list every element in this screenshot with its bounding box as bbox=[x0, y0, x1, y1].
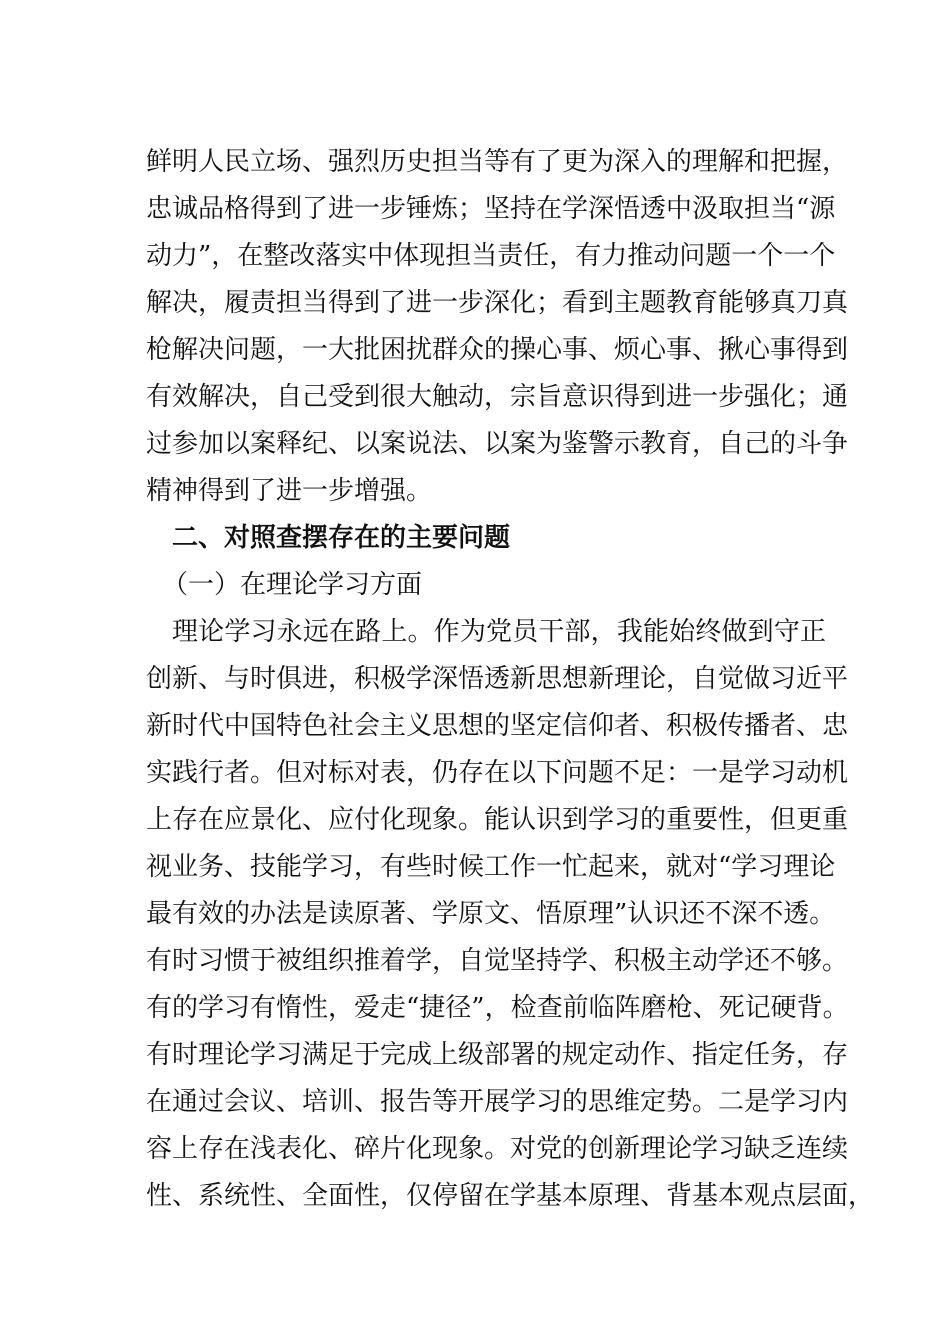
paragraph-1-line-8: 精神得到了进一步增强。 bbox=[146, 476, 433, 506]
paragraph-2-line-1: 理论学习永远在路上。作为党员干部，我能始终做到守正 bbox=[172, 617, 826, 647]
paragraph-2-line-13: 性、系统性、全面性，仅停留在学基本原理、背基本观点层面， bbox=[146, 1181, 875, 1211]
paragraph-1-line-3: 动力”，在整改落实中体现担当责任，有力推动问题一个一个 bbox=[146, 241, 836, 271]
paragraph-1-line-7: 过参加以案释纪、以案说法、以案为鉴警示教育，自己的斗争 bbox=[146, 429, 849, 459]
paragraph-2-line-4: 实践行者。但对标对表，仍存在以下问题不足：一是学习动机 bbox=[146, 758, 849, 788]
paragraph-2-line-2: 创新、与时俱进，积极学深悟透新思想新理论，自觉做习近平 bbox=[146, 664, 849, 694]
paragraph-2-line-7: 最有效的办法是读原著、学原文、悟原理”认识还不深不透。 bbox=[146, 899, 836, 929]
paragraph-2-line-8: 有时习惯于被组织推着学，自觉坚持学、积极主动学还不够。 bbox=[146, 946, 849, 976]
paragraph-2-line-6: 视业务、技能学习，有些时候工作一忙起来，就对“学习理论 bbox=[146, 852, 836, 882]
section-heading: 二、对照查摆存在的主要问题 bbox=[172, 523, 511, 553]
paragraph-2-line-12: 容上存在浅表化、碎片化现象。对党的创新理论学习缺乏连续 bbox=[146, 1134, 849, 1164]
subsection-heading: （一）在理论学习方面 bbox=[162, 570, 423, 600]
paragraph-1-line-2: 忠诚品格得到了进一步锤炼；坚持在学深悟透中汲取担当“源 bbox=[146, 194, 836, 224]
paragraph-2-line-3: 新时代中国特色社会主义思想的坚定信仰者、积极传播者、忠 bbox=[146, 711, 849, 741]
paragraph-2-line-9: 有的学习有惰性，爱走“捷径”，检查前临阵磨枪、死记硬背。 bbox=[146, 993, 849, 1023]
paragraph-1-line-1: 鲜明人民立场、强烈历史担当等有了更为深入的理解和把握， bbox=[146, 147, 849, 177]
paragraph-1-line-6: 有效解决，自己受到很大触动，宗旨意识得到进一步强化；通 bbox=[146, 382, 849, 412]
paragraph-2-line-5: 上存在应景化、应付化现象。能认识到学习的重要性，但更重 bbox=[146, 805, 849, 835]
paragraph-2-line-11: 在通过会议、培训、报告等开展学习的思维定势。二是学习内 bbox=[146, 1087, 849, 1117]
paragraph-1-line-5: 枪解决问题，一大批困扰群众的操心事、烦心事、揪心事得到 bbox=[146, 335, 849, 365]
paragraph-1-line-4: 解决，履责担当得到了进一步深化；看到主题教育能够真刀真 bbox=[146, 288, 849, 318]
paragraph-2-line-10: 有时理论学习满足于完成上级部署的规定动作、指定任务，存 bbox=[146, 1040, 849, 1070]
